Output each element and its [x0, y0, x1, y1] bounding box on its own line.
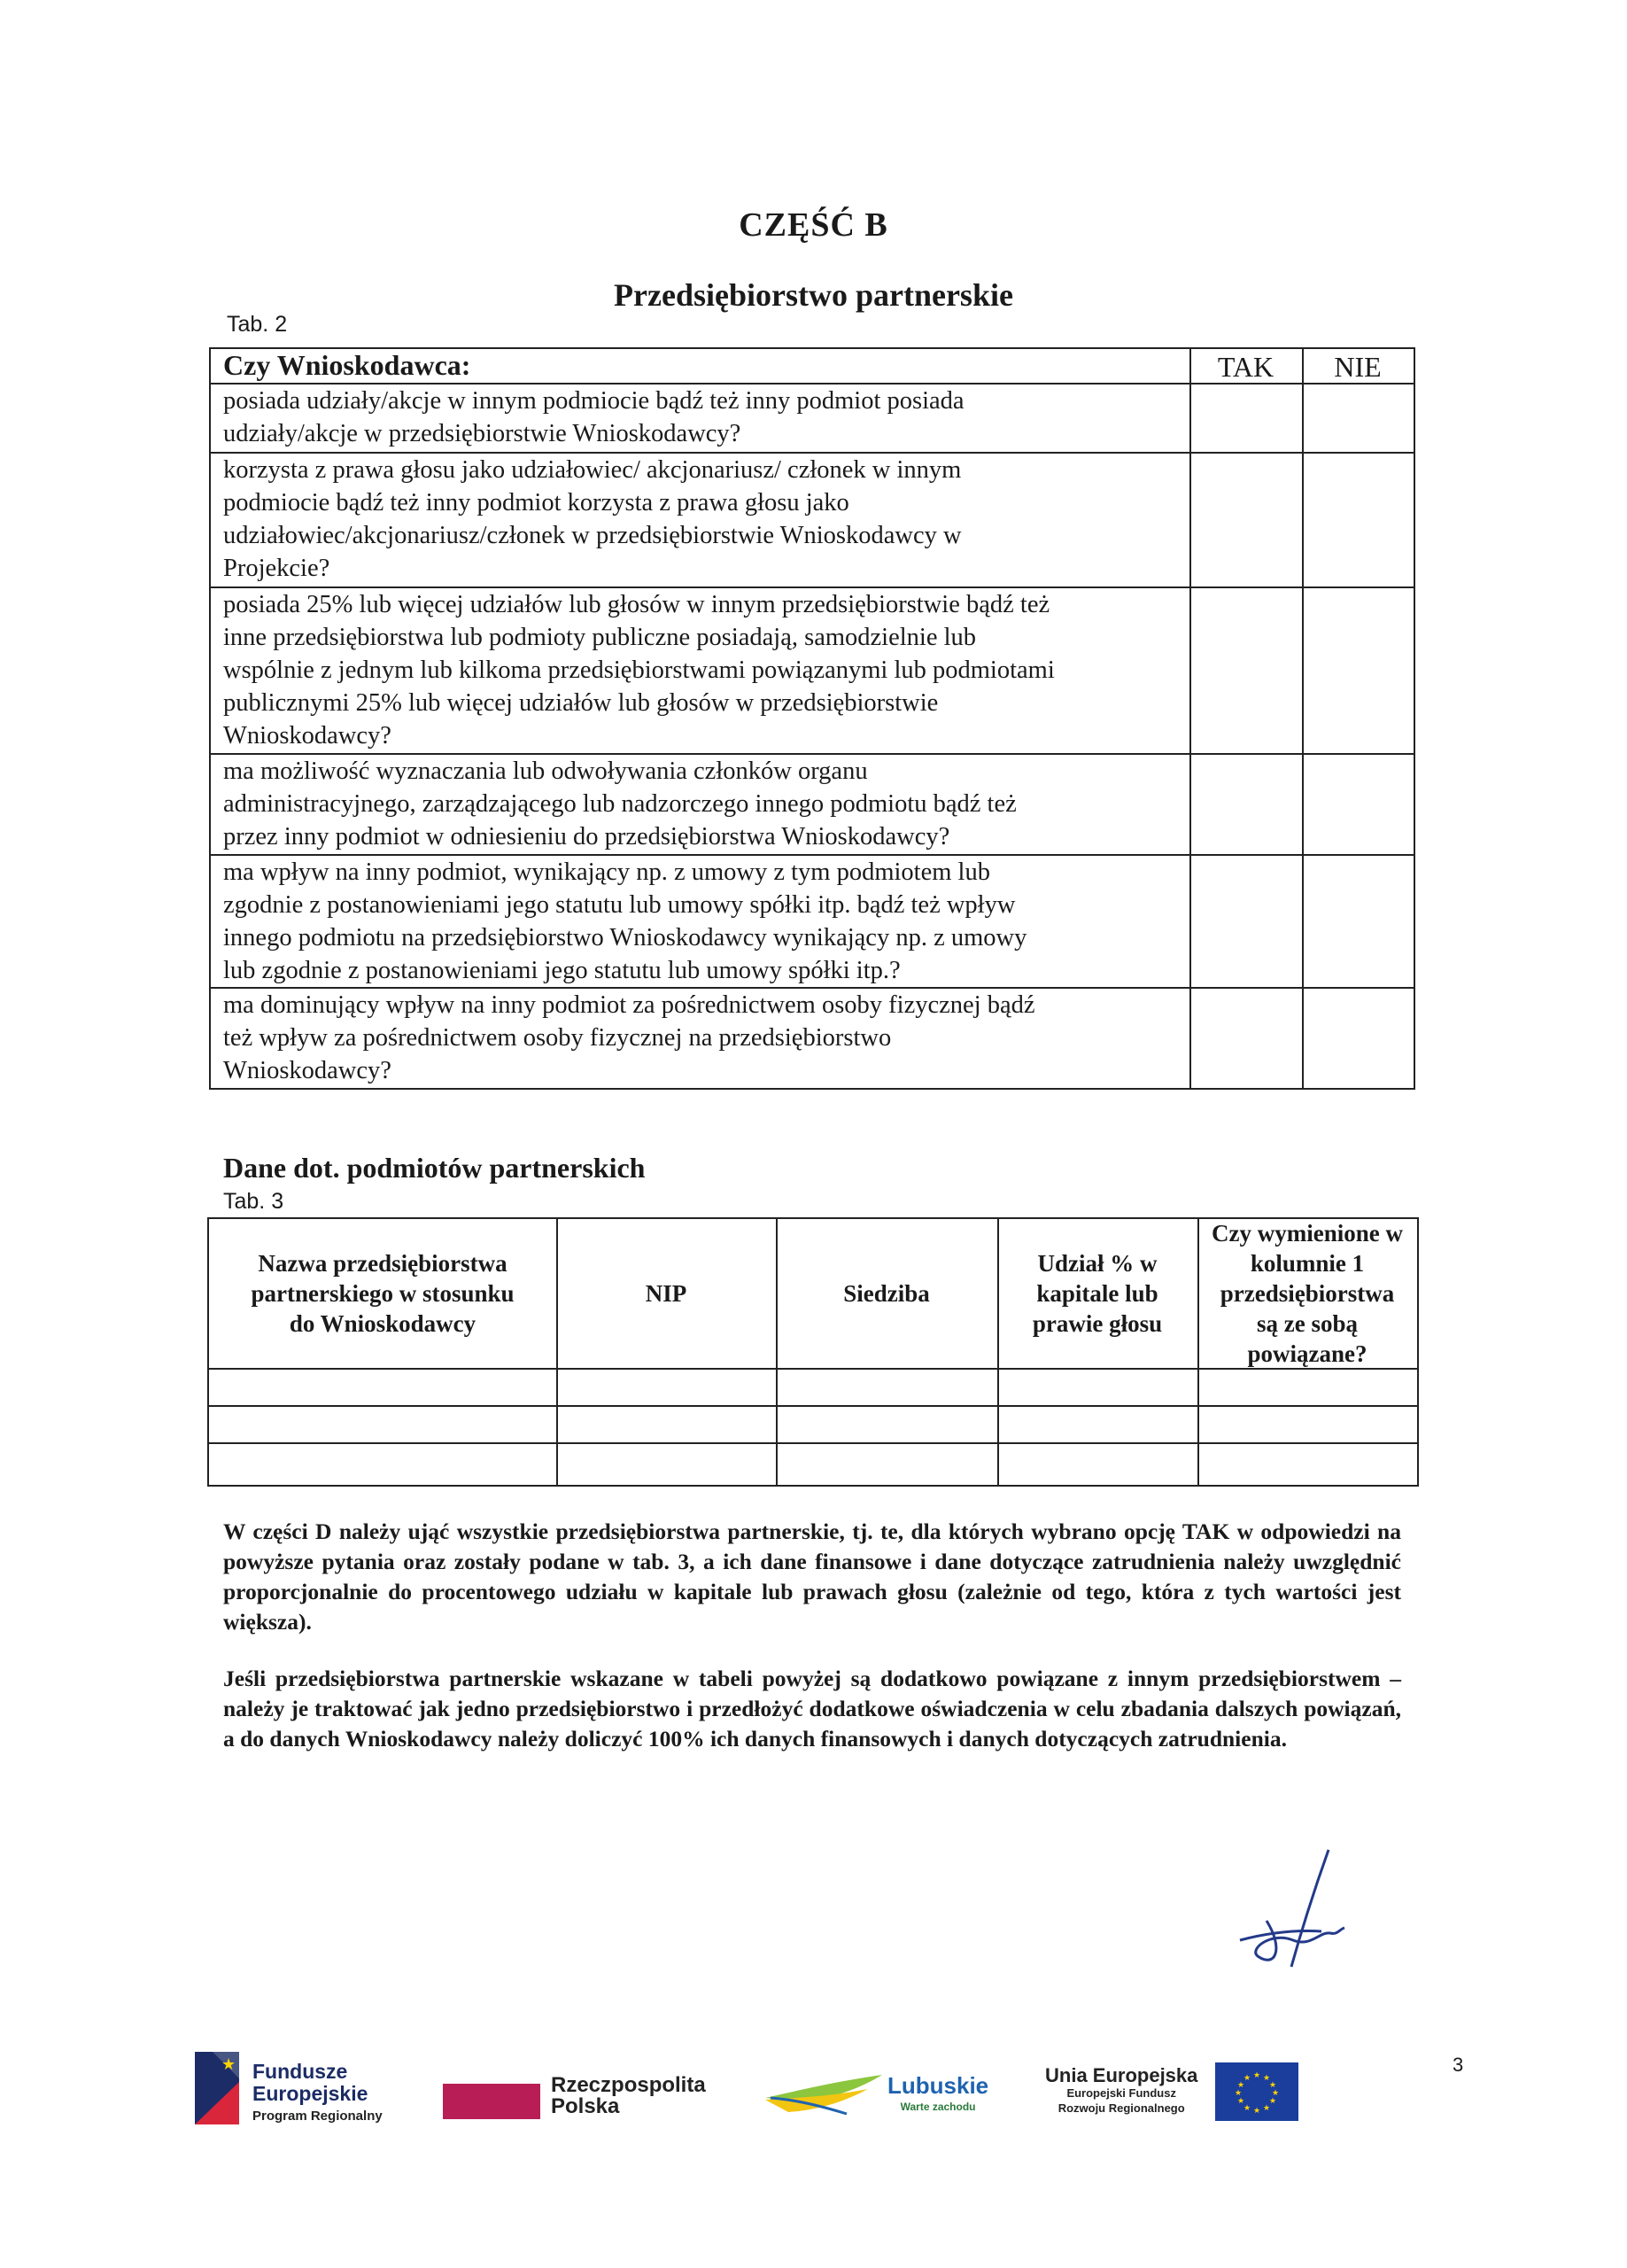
section-title: Przedsiębiorstwo partnerskie	[614, 277, 1013, 313]
col-header-seat: Siedziba	[843, 1280, 930, 1307]
svg-text:★: ★	[1234, 2089, 1243, 2098]
instruction-paragraph-1: W części D należy ująć wszystkie przedsiębiorstwa partnerskie, tj. te, dla których wybrano opcję TAK w odpowiedzi na powyższe pytania oraz zostały podane w tab. 3, a ich dane finansowe i dane dotyczące zatrudnienia należy uwzględnić proporcjonalnie do procentowego udziału w kapitale lub prawach głosu (zależnie od tego, która z tych wartości jest większa).	[223, 1518, 1401, 1635]
fundusze-europejskie-logo-icon	[193, 2047, 246, 2128]
question-line: lub zgodnie z postanowieniami jego statutu lub umowy spółki itp.?	[223, 957, 901, 984]
instruction-paragraph-2: Jeśli przedsiębiorstwa partnerskie wskazane w tabeli powyżej są dodatkowo powiązane z innym przedsiębiorstwem – należy je traktować jak jedno przedsiębiorstwo i przedłożyć dodatkowe oświadczenia w celu zbadania dalszych powiązań, a do danych Wnioskodawcy należy doliczyć 100% ich danych finansowych i danych dotyczących zatrudnienia.	[223, 1666, 1401, 1751]
rzeczpospolita-text: Rzeczpospolita Polska	[551, 2073, 706, 2118]
question-line: udziałowiec/akcjonariusz/członek w przedsiębiorstwie Wnioskodawcy w	[223, 522, 962, 549]
fundusze-europejskie-text: Fundusze Europejskie Program Regionalny	[252, 2060, 383, 2124]
nie-checkbox-cell[interactable]	[1304, 755, 1414, 854]
svg-text:★: ★	[1243, 2074, 1251, 2083]
col-header-company-name: Nazwa przedsiębiorstwa partnerskiego w stosunku do Wnioskodawcy	[251, 1250, 515, 1337]
col-header-nip: NIP	[645, 1280, 687, 1307]
question-line: administracyjnego, zarządzającego lub nadzorczego innego podmiotu bądź też	[223, 790, 1017, 818]
svg-text:★: ★	[1236, 2097, 1245, 2106]
svg-text:★: ★	[1262, 2104, 1271, 2113]
polish-flag-icon	[443, 2084, 540, 2119]
unia-europejska-text: Unia Europejska Europejski Fundusz Rozwoju Regionalnego	[1045, 2064, 1198, 2115]
table3-label: Tab. 3	[223, 1189, 284, 1214]
question-line: korzysta z prawa głosu jako udziałowiec/ akcjonariusz/ członek w innym	[223, 456, 962, 484]
question-line: posiada 25% lub więcej udziałów lub głosów w innym przedsiębiorstwie bądź też	[223, 591, 1050, 618]
question-line: też wpływ za pośrednictwem osoby fizycznej na przedsiębiorstwo	[223, 1024, 892, 1052]
question-line: zgodnie z postanowieniami jego statutu lub umowy spółki itp. bądź też wpływ	[223, 891, 1016, 919]
question-line: inne przedsiębiorstwa lub podmioty publiczne posiadają, samodzielnie lub	[223, 624, 977, 651]
svg-text:★: ★	[1236, 2081, 1245, 2090]
svg-text:★: ★	[1252, 2107, 1261, 2116]
nie-checkbox-cell[interactable]	[1304, 856, 1414, 987]
question-row	[211, 856, 1189, 987]
question-line: Wnioskodawcy?	[223, 722, 391, 750]
question-row	[211, 989, 1189, 1087]
tak-checkbox-cell[interactable]	[1191, 384, 1302, 452]
col-header-related: Czy wymienione w kolumnie 1 przedsiębiorstwa są ze sobą powiązane?	[1212, 1220, 1403, 1367]
question-row	[211, 588, 1189, 752]
question-line: innego podmiotu na przedsiębiorstwo Wnioskodawcy wynikający np. z umowy	[223, 924, 1027, 951]
question-row	[211, 454, 1189, 585]
question-line: udziały/akcje w przedsiębiorstwie Wnioskodawcy?	[223, 420, 741, 447]
question-line: Wnioskodawcy?	[223, 1057, 391, 1084]
tak-checkbox-cell[interactable]	[1191, 856, 1302, 987]
table-row[interactable]	[209, 1407, 1417, 1442]
question-row	[211, 755, 1189, 853]
eu-flag-icon	[1215, 2062, 1298, 2121]
signature	[1222, 1843, 1355, 1976]
tak-checkbox-cell[interactable]	[1191, 989, 1302, 1086]
question-line: wspólnie z jednym lub kilkoma przedsiębiorstwami powiązanymi lub podmiotami	[223, 656, 1055, 684]
question-row	[211, 384, 1189, 450]
table2-header: Czy Wnioskodawca:	[223, 349, 471, 381]
svg-text:★: ★	[1252, 2071, 1261, 2080]
question-line: posiada udziały/akcje w innym podmiocie bądź też inny podmiot posiada	[223, 387, 965, 415]
yes-column-header: TAK	[1217, 351, 1274, 383]
nie-checkbox-cell[interactable]	[1304, 588, 1414, 753]
lubuskie-logo-icon	[762, 2071, 886, 2116]
table-row[interactable]	[209, 1370, 1417, 1405]
svg-text:★: ★	[1268, 2081, 1277, 2090]
partner-data-title: Dane dot. podmiotów partnerskich	[223, 1152, 646, 1184]
svg-text:★: ★	[1271, 2089, 1280, 2098]
question-line: podmiocie bądź też inny podmiot korzysta z prawa głosu jako	[223, 489, 849, 517]
nie-checkbox-cell[interactable]	[1304, 384, 1414, 452]
svg-text:★: ★	[1243, 2104, 1251, 2113]
table3-partners	[207, 1217, 1419, 1487]
question-line: ma wpływ na inny podmiot, wynikający np. z umowy z tym podmiotem lub	[223, 858, 990, 886]
question-line: publicznymi 25% lub więcej udziałów lub głosów w przedsiębiorstwie	[223, 689, 939, 717]
part-title: CZĘŚĆ B	[739, 206, 888, 244]
nie-checkbox-cell[interactable]	[1304, 989, 1414, 1086]
col-header-share: Udział % w kapitale lub prawie głosu	[1032, 1250, 1163, 1337]
page-number: 3	[1453, 2054, 1464, 2076]
table-row[interactable]	[209, 1444, 1417, 1483]
svg-text:★: ★	[221, 2055, 236, 2074]
no-column-header: NIE	[1334, 351, 1382, 383]
question-line: przez inny podmiot w odniesieniu do przedsiębiorstwa Wnioskodawcy?	[223, 823, 950, 850]
question-line: ma dominujący wpływ na inny podmiot za pośrednictwem osoby fizycznej bądź	[223, 991, 1035, 1019]
question-line: Projekcie?	[223, 555, 330, 582]
tak-checkbox-cell[interactable]	[1191, 454, 1302, 586]
table2-label: Tab. 2	[227, 312, 288, 337]
tak-checkbox-cell[interactable]	[1191, 755, 1302, 854]
tak-checkbox-cell[interactable]	[1191, 588, 1302, 753]
lubuskie-text: Lubuskie Warte zachodu	[887, 2072, 989, 2113]
table2-questions	[209, 347, 1415, 1090]
svg-text:★: ★	[1268, 2097, 1277, 2106]
question-line: ma możliwość wyznaczania lub odwoływania członków organu	[223, 757, 868, 785]
nie-checkbox-cell[interactable]	[1304, 454, 1414, 586]
svg-text:★: ★	[1262, 2074, 1271, 2083]
